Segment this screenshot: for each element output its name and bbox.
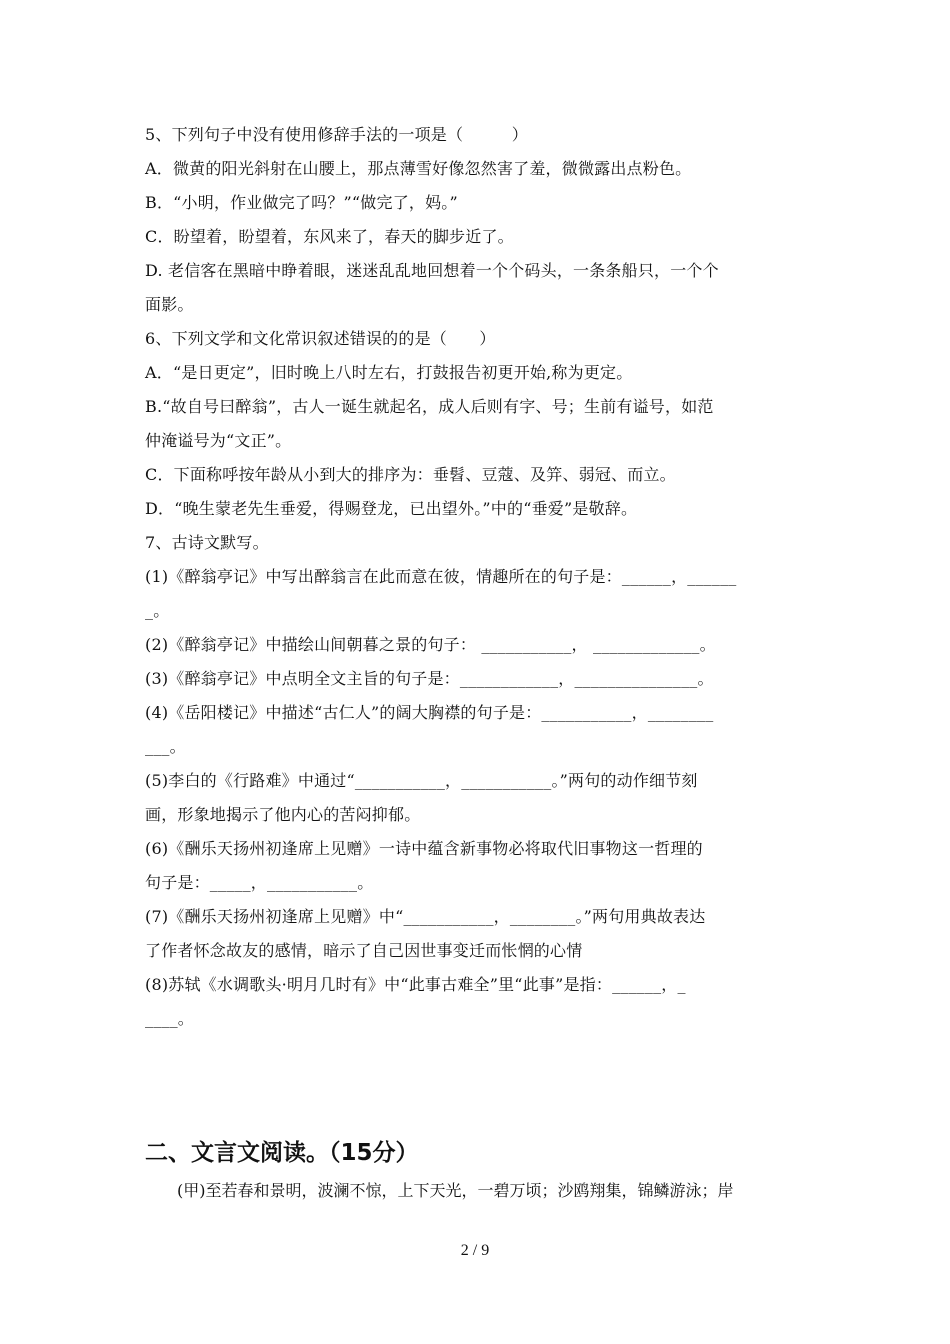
q7-item5-line1: (5)李白的《行路难》中通过“___________，___________。”两句的动作细节刻 bbox=[145, 771, 698, 790]
q5-stem: 5、下列句子中没有使用修辞手法的一项是（ ） bbox=[145, 125, 528, 144]
q6-option-c: C．下面称呼按年龄从小到大的排序为：垂髫、豆蔻、及笄、弱冠、而立。 bbox=[145, 465, 676, 484]
q7-stem: 7、古诗文默写。 bbox=[145, 533, 269, 552]
q7-item7-line1: (7)《酬乐天扬州初逢席上见赠》中“___________，________。”两句用典故表达 bbox=[145, 907, 706, 926]
q7-item1-line1: (1)《醉翁亭记》中写出醉翁言在此而意在彼，情趣所在的句子是：______，______ bbox=[145, 567, 737, 586]
q7-item8-line1: (8)苏轼《水调歌头·明月几时有》中“此事古难全”里“此事”是指：______，_ bbox=[145, 975, 686, 994]
q5-option-c: C．盼望着，盼望着，东风来了，春天的脚步近了。 bbox=[145, 227, 514, 246]
q7-item4-line2: ___。 bbox=[145, 737, 186, 756]
q7-item3: (3)《醉翁亭记》中点明全文主旨的句子是：____________，_______________。 bbox=[145, 669, 714, 688]
q6-option-d: D．“晚生蒙老先生垂爱，得赐登龙，已出望外。”中的“垂爱”是敬辞。 bbox=[145, 499, 638, 518]
q6-option-b-line1: B.“故自号曰醉翁”，古人一诞生就起名，成人后则有字、号；生前有谥号，如范 bbox=[145, 397, 714, 416]
section-2-title: 二、文言文阅读。（15分） bbox=[145, 1140, 419, 1166]
section-2-passage: (甲)至若春和景明，波澜不惊，上下天光，一碧万顷；沙鸥翔集，锦鳞游泳；岸 bbox=[177, 1181, 734, 1200]
q7-item2: (2)《醉翁亭记》中描绘山间朝暮之景的句子： ___________， _____________。 bbox=[145, 635, 716, 654]
q7-item7-line2: 了作者怀念故友的感情，暗示了自己因世事变迁而怅惘的心情 bbox=[145, 941, 583, 960]
q6-stem: 6、下列文学和文化常识叙述错误的的是（ ） bbox=[145, 329, 496, 348]
q5-option-d-line2: 面影。 bbox=[145, 295, 194, 314]
page-number: 2 / 9 bbox=[460, 1242, 490, 1259]
q6-option-b-line2: 仲淹谥号为“文正”。 bbox=[145, 431, 292, 450]
q7-item1-line2: _。 bbox=[145, 601, 170, 620]
questions-block bbox=[145, 118, 810, 1036]
q7-item5-line2: 画，形象地揭示了他内心的苦闷抑郁。 bbox=[145, 805, 421, 824]
q7-item6-line2: 句子是：_____，___________。 bbox=[145, 873, 374, 892]
q7-item8-line2: ____。 bbox=[145, 1009, 195, 1028]
q6-option-a: A．“是日更定”，旧时晚上八时左右，打鼓报告初更开始,称为更定。 bbox=[145, 363, 633, 382]
q7-item6-line1: (6)《酬乐天扬州初逢席上见赠》一诗中蕴含新事物必将取代旧事物这一哲理的 bbox=[145, 839, 703, 858]
q5-option-b: B．“小明，作业做完了吗？”“做完了，妈。” bbox=[145, 193, 458, 212]
q5-option-a: A．微黄的阳光斜射在山腰上，那点薄雪好像忽然害了羞，微微露出点粉色。 bbox=[145, 159, 692, 178]
q5-option-d-line1: D. 老信客在黑暗中睁着眼，迷迷乱乱地回想着一个个码头，一条条船只，一个个 bbox=[145, 261, 719, 280]
q7-item4-line1: (4)《岳阳楼记》中描述“古仁人”的阔大胸襟的句子是：___________，________ bbox=[145, 703, 714, 722]
